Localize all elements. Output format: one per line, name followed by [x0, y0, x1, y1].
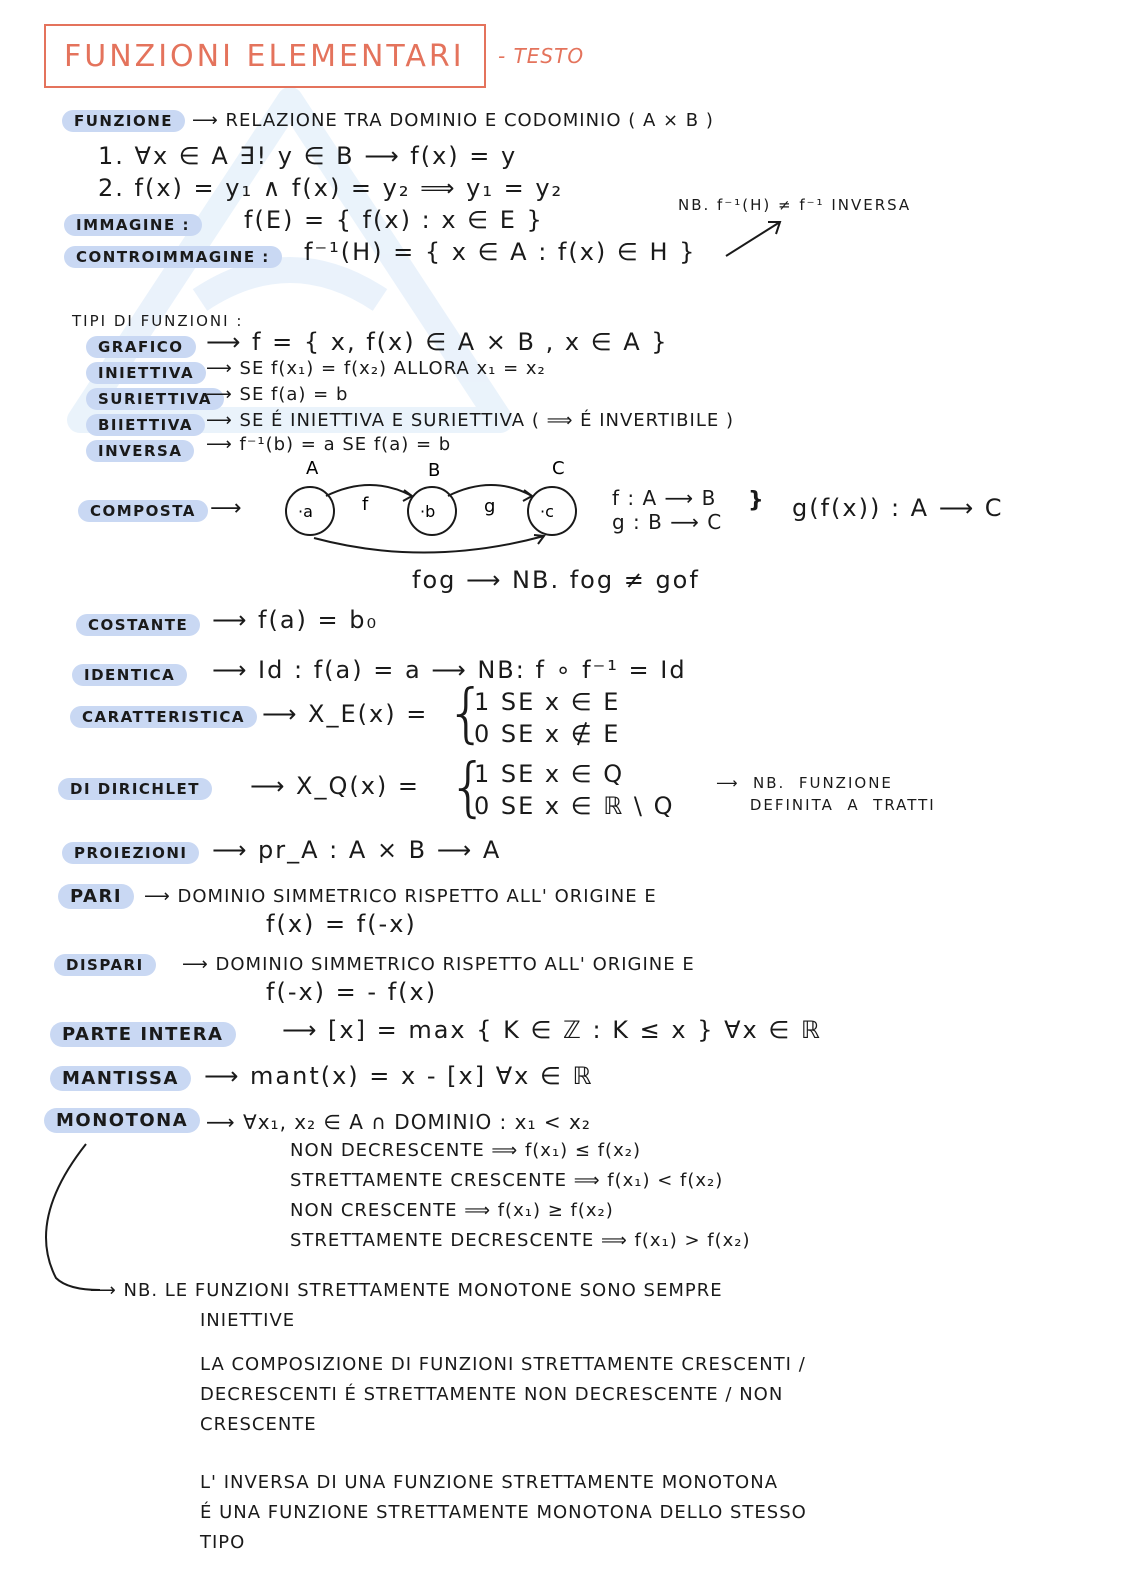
- mantissa-definition: ⟶ mant(x) = x - [x] ∀x ∈ ℝ: [204, 1062, 594, 1090]
- label-f: f: [362, 494, 369, 515]
- nb-note-3c: TIPO: [200, 1532, 246, 1553]
- tag-identica: IDENTICA: [72, 664, 187, 686]
- dirichlet-case-1: 1 SE x ∈ Q: [474, 760, 625, 788]
- identica-definition: ⟶ Id : f(a) = a ⟶ NB: f ∘ f⁻¹ = Id: [212, 656, 687, 684]
- tag-iniettiva: INIETTIVA: [86, 362, 206, 384]
- page-title: FUNZIONI ELEMENTARI: [64, 38, 465, 74]
- dirichlet-brace: {: [448, 751, 490, 825]
- tag-pari: PARI: [58, 884, 134, 909]
- tag-immagine: IMMAGINE :: [64, 214, 202, 236]
- dirichlet-definition: ⟶ X_Q(x) =: [250, 772, 421, 800]
- immagine-definition: f(E) = { f(x) : x ∈ E }: [244, 206, 544, 234]
- tag-dirichlet: DI DIRICHLET: [58, 778, 212, 800]
- tag-costante: COSTANTE: [76, 614, 200, 636]
- tag-monotona: MONOTONA: [44, 1108, 200, 1133]
- composta-brace: }: [748, 488, 765, 513]
- set-a-label: A: [306, 458, 319, 479]
- nb-note-2b: DECRESCENTI É STRETTAMENTE NON DECRESCENTE / NON: [200, 1384, 784, 1405]
- nb-note-3b: É UNA FUNZIONE STRETTAMENTE MONOTONA DELLO STESSO: [200, 1502, 807, 1523]
- tag-funzione: FUNZIONE: [62, 110, 185, 132]
- arrow-composite: [314, 536, 544, 553]
- controimmagine-definition: f⁻¹(H) = { x ∈ A : f(x) ∈ H }: [304, 238, 697, 266]
- nb-note-1b: INIETTIVE: [200, 1310, 296, 1331]
- monotona-non-crescente: NON CRESCENTE ⟹ f(x₁) ≥ f(x₂): [290, 1200, 614, 1221]
- proiezioni-definition: ⟶ pr_A : A × B ⟶ A: [212, 836, 502, 864]
- tag-grafico: GRAFICO: [86, 336, 196, 358]
- monotona-strett-crescente: STRETTAMENTE CRESCENTE ⟹ f(x₁) < f(x₂): [290, 1170, 724, 1191]
- set-b-label: B: [428, 460, 441, 481]
- tag-parte-intera: PARTE INTERA: [50, 1022, 236, 1047]
- dirichlet-case-2: 0 SE x ∈ ℝ \ Q: [474, 792, 675, 820]
- pari-equation: f(x) = f(-x): [266, 910, 417, 938]
- inversa-definition: ⟶ f⁻¹(b) = a SE f(a) = b: [206, 434, 452, 455]
- iniettiva-definition: ⟶ SE f(x₁) = f(x₂) ALLORA x₁ = x₂: [206, 358, 546, 379]
- set-c-label: C: [552, 458, 565, 479]
- tag-proiezioni: PROIEZIONI: [62, 842, 199, 864]
- dispari-definition: ⟶ DOMINIO SIMMETRICO RISPETTO ALL' ORIGINE E: [182, 954, 695, 975]
- tag-dispari: DISPARI: [54, 954, 156, 976]
- nb-inverse-note: NB. f⁻¹(H) ≠ f⁻¹ INVERSA: [678, 196, 912, 214]
- nb-arc-arrow-icon: [36, 1140, 108, 1294]
- nb-note-2a: LA COMPOSIZIONE DI FUNZIONI STRETTAMENTE CRESCENTI /: [200, 1354, 806, 1375]
- funzione-condition-1: 1. ∀x ∈ A ∃! y ∈ B ⟶ f(x) = y: [98, 142, 518, 170]
- element-b: ·b: [420, 502, 436, 521]
- composta-arrow: ⟶: [210, 496, 243, 521]
- label-g: g: [484, 496, 496, 517]
- fog-note: fog ⟶ NB. fog ≠ gof: [412, 566, 700, 594]
- tag-caratteristica: CARATTERISTICA: [70, 706, 257, 728]
- monotona-definition: ⟶ ∀x₁, x₂ ∈ A ∩ DOMINIO : x₁ < x₂: [206, 1110, 591, 1134]
- page-subtitle: - TESTO: [498, 44, 585, 68]
- nb-note-1a: ⟶ NB. LE FUNZIONI STRETTAMENTE MONOTONE SONO SEMPRE: [90, 1280, 723, 1301]
- grafico-definition: ⟶ f = { x, f(x) ∈ A × B , x ∈ A }: [206, 328, 669, 356]
- tag-controimmagine: CONTROIMMAGINE :: [64, 246, 282, 268]
- element-c: ·c: [540, 502, 554, 521]
- caratteristica-brace: {: [446, 677, 488, 751]
- arrow-to-nb-icon: [722, 214, 786, 260]
- parte-intera-definition: ⟶ [x] = max { K ∈ ℤ : K ≤ x } ∀x ∈ ℝ: [282, 1016, 822, 1044]
- dispari-equation: f(-x) = - f(x): [266, 978, 438, 1006]
- composta-gfx: g(f(x)) : A ⟶ C: [792, 494, 1004, 522]
- nb-note-2c: CRESCENTE: [200, 1414, 317, 1435]
- tag-suriettiva: SURIETTIVA: [86, 388, 224, 410]
- caratteristica-case-2: 0 SE x ∉ E: [474, 720, 621, 748]
- composition-diagram: [276, 456, 596, 566]
- tag-inversa: INVERSA: [86, 440, 194, 462]
- monotona-non-decrescente: NON DECRESCENTE ⟹ f(x₁) ≤ f(x₂): [290, 1140, 641, 1161]
- dirichlet-nb: ⟶ NB. FUNZIONE DEFINITA A TRATTI: [716, 774, 936, 814]
- arrow-g: [448, 485, 532, 496]
- biettiva-definition: ⟶ SE É INIETTIVA E SURIETTIVA ( ⟹ É INVERTIBILE ): [206, 410, 734, 431]
- nb-note-3a: L' INVERSA DI UNA FUNZIONE STRETTAMENTE MONOTONA: [200, 1472, 779, 1493]
- arrow-f: [326, 485, 412, 496]
- tag-biettiva: BIIETTIVA: [86, 414, 205, 436]
- title-box: [44, 24, 486, 88]
- element-a: ·a: [298, 502, 313, 521]
- composta-maps: f : A ⟶ B g : B ⟶ C: [612, 486, 723, 534]
- costante-definition: ⟶ f(a) = b₀: [212, 606, 379, 634]
- pari-definition: ⟶ DOMINIO SIMMETRICO RISPETTO ALL' ORIGINE E: [144, 886, 657, 907]
- tag-composta: COMPOSTA: [78, 500, 208, 522]
- section-tipi: TIPI DI FUNZIONI :: [72, 312, 244, 330]
- suriettiva-definition: ⟶ SE f(a) = b: [206, 384, 349, 405]
- caratteristica-definition: ⟶ X_E(x) =: [262, 700, 429, 728]
- caratteristica-case-1: 1 SE x ∈ E: [474, 688, 621, 716]
- funzione-condition-2: 2. f(x) = y₁ ∧ f(x) = y₂ ⟹ y₁ = y₂: [98, 174, 564, 202]
- funzione-definition: ⟶ RELAZIONE TRA DOMINIO E CODOMINIO ( A × B ): [192, 110, 714, 131]
- tag-mantissa: MANTISSA: [50, 1066, 191, 1091]
- monotona-strett-decrescente: STRETTAMENTE DECRESCENTE ⟹ f(x₁) > f(x₂): [290, 1230, 751, 1251]
